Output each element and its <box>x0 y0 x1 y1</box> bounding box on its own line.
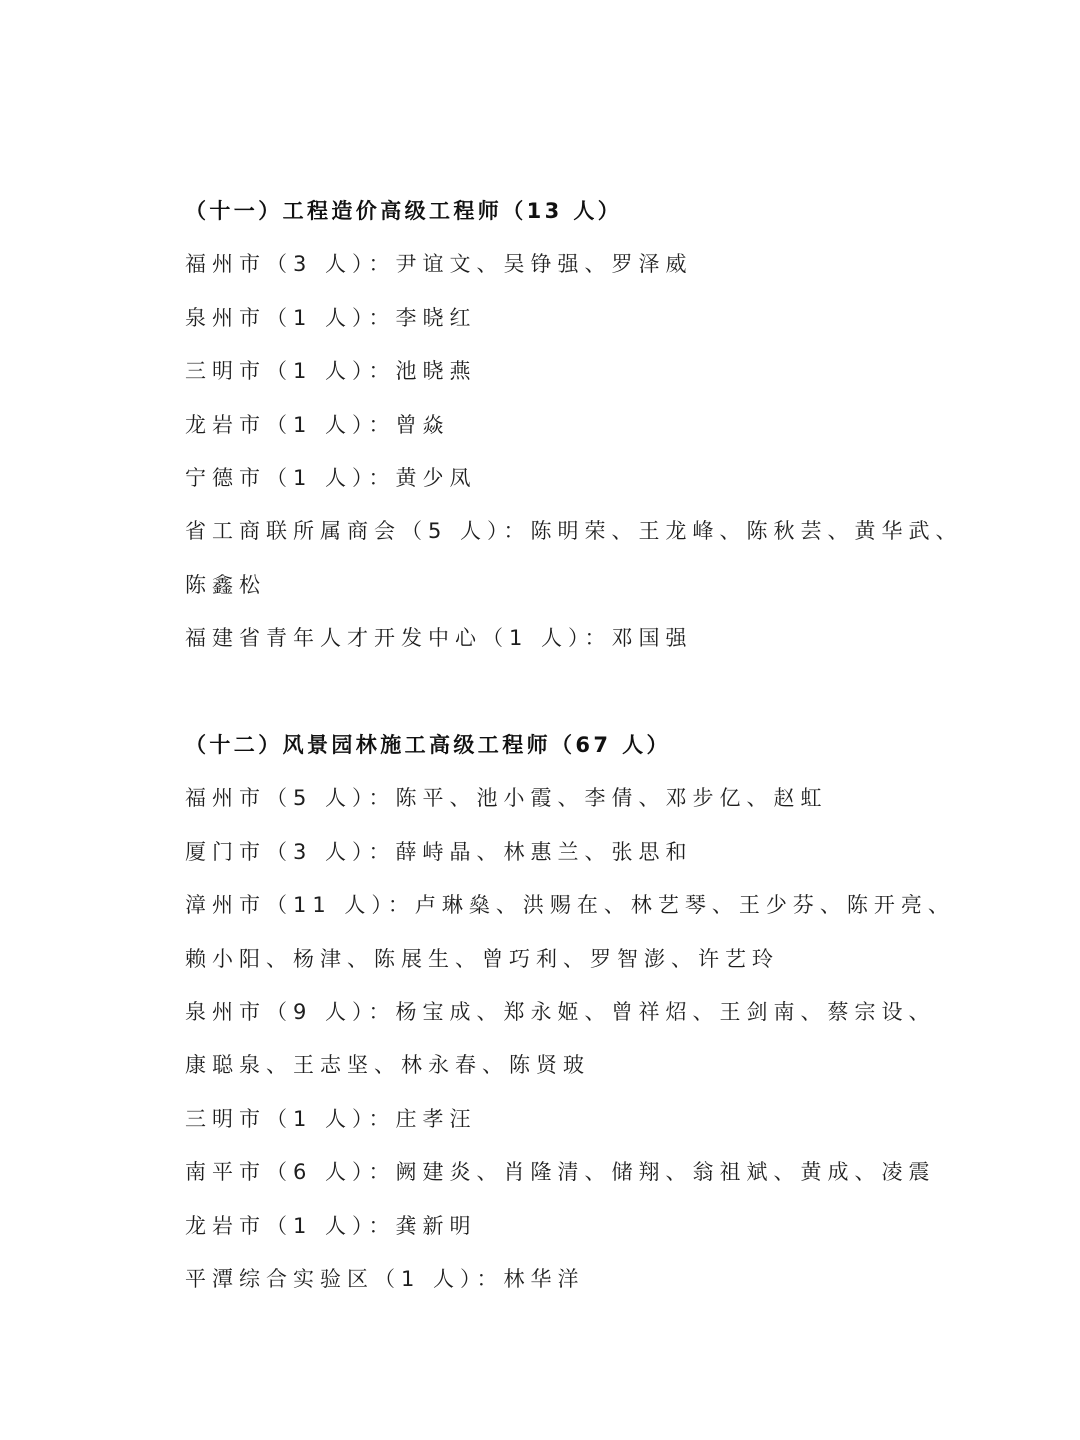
list-item: 泉州市（1 人）：李晓红 <box>185 305 477 330</box>
list-item: 泉州市（9 人）：杨宝成、郑永姬、曾祥炤、王剑南、蔡宗设、 <box>185 999 936 1024</box>
list-item: 漳州市（11 人）：卢琳燊、洪赐在、林艺琴、王少芬、陈开亮、 <box>185 893 955 918</box>
list-item: 三明市（1 人）：庄孝汪 <box>185 1106 477 1131</box>
list-item: 福建省青年人才开发中心（1 人）：邓国强 <box>185 626 693 651</box>
list-item: 宁德市（1 人）：黄少凤 <box>185 465 477 490</box>
list-item: 龙岩市（1 人）：龚新明 <box>185 1213 477 1238</box>
list-item: 福州市（5 人）：陈平、池小霞、李倩、邓步亿、赵虹 <box>185 786 828 811</box>
list-item: 三明市（1 人）：池晓燕 <box>185 359 477 384</box>
list-item: 南平市（6 人）：阙建炎、肖隆清、储翔、翁祖斌、黄成、凌震 <box>185 1160 936 1185</box>
section-landscape-construction <box>185 719 955 1306</box>
section-heading: （十一）工程造价高级工程师（13 人） <box>185 199 623 223</box>
list-item: 福州市（3 人）：尹谊文、吴铮强、罗泽威 <box>185 252 693 277</box>
list-item-continuation: 陈鑫松 <box>185 572 266 597</box>
list-item: 平潭综合实验区（1 人）：林华洋 <box>185 1266 585 1291</box>
list-item: 龙岩市（1 人）：曾焱 <box>185 412 450 437</box>
list-item-continuation: 康聪泉、王志坚、林永春、陈贤玻 <box>185 1053 590 1078</box>
list-item-continuation: 赖小阳、杨津、陈展生、曾巧利、罗智澎、许艺玲 <box>185 946 779 971</box>
list-item: 厦门市（3 人）：薛峙晶、林惠兰、张思和 <box>185 839 693 864</box>
section-heading: （十二）风景园林施工高级工程师（67 人） <box>185 733 671 757</box>
list-item: 省工商联所属商会（5 人）：陈明荣、王龙峰、陈秋芸、黄华武、 <box>185 519 963 544</box>
section-engineering-cost <box>185 185 963 666</box>
